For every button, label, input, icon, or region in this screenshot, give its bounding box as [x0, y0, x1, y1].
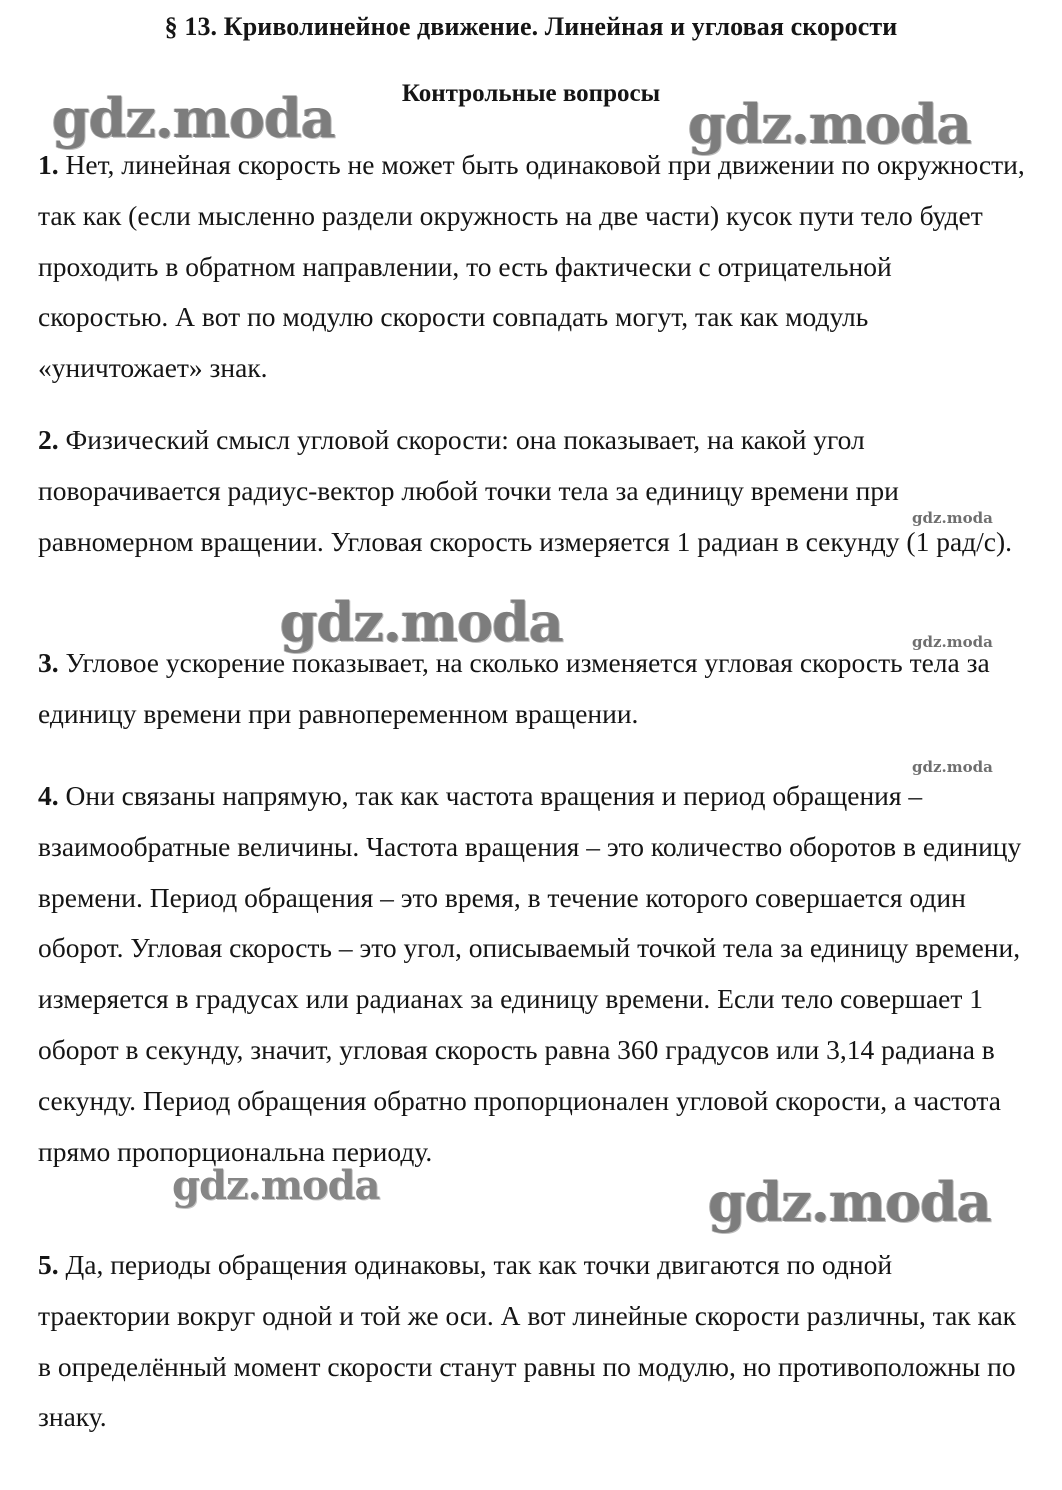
watermark-logo: gdz.moda [172, 1162, 380, 1209]
answer-text: Они связаны напрямую, так как частота вращения и период обращения – взаимообратные величины. Частота вращения – это количество оборотов в единицу времени. Период обращения – это время, в течение которого совершается один оборот. Угловая скорость – это угол, описываемый точкой тела за единицу времени, измеряется в градусах или радианах за единицу времени. Если тело совершает 1 оборот в секунду, значит, угловая скорость равна 360 градусов или 3,14 радиана в секунду. Период обращения обратно пропорционален угловой скорости, а частота прямо пропорциональна периоду. [38, 780, 1022, 1167]
answer-text: Угловое ускорение показывает, на сколько изменяется угловая скорость тела за единицу времени при равнопеременном вращении. [38, 647, 990, 729]
answer-text: Нет, линейная скорость не может быть одинаковой при движении по окружности, так как (если мысленно раздели окружность на две части) кусок пути тело будет проходить в обратном направлении, то есть фактически с отрицательной скоростью. А вот по модулю скорости совпадать могут, так как модуль «уничтожает» знак. [38, 149, 1025, 384]
watermark-logo: gdz.moda [708, 1170, 991, 1234]
answer-number: 2. [38, 424, 59, 455]
answer-paragraph-3 [38, 638, 1028, 740]
section-title: § 13. Криволинейное движение. Линейная и угловая скорости [164, 12, 898, 41]
answer-number: 3. [38, 647, 59, 678]
answer-number: 5. [38, 1249, 59, 1280]
watermark-logo: gdz.moda [688, 92, 971, 156]
answer-paragraph-1 [38, 140, 1028, 394]
answer-paragraph-5 [38, 1240, 1028, 1443]
watermark-logo: gdz.moda [280, 590, 563, 654]
answer-number: 4. [38, 780, 59, 811]
watermark-logo: gdz.moda [912, 633, 993, 651]
watermark-logo: gdz.moda [52, 86, 335, 150]
section-subtitle: Контрольные вопросы [401, 80, 661, 107]
answer-paragraph-2 [38, 415, 1028, 567]
answer-paragraph-4 [38, 771, 1028, 1177]
answer-text: Да, периоды обращения одинаковы, так как точки двигаются по одной траектории вокруг одной и той же оси. А вот линейные скорости различны, так как в определённый момент скорости станут равны по модулю, но противоположны по знаку. [38, 1249, 1017, 1433]
answer-number: 1. [38, 149, 59, 180]
watermark-logo: gdz.moda [912, 758, 993, 776]
watermark-logo: gdz.moda [912, 509, 993, 527]
answer-text: Физический смысл угловой скорости: она показывает, на какой угол поворачивается радиус-вектор любой точки тела за единицу времени при равномерном вращении. Угловая скорость измеряется 1 радиан в секунду (1 рад/с). [38, 424, 1013, 557]
